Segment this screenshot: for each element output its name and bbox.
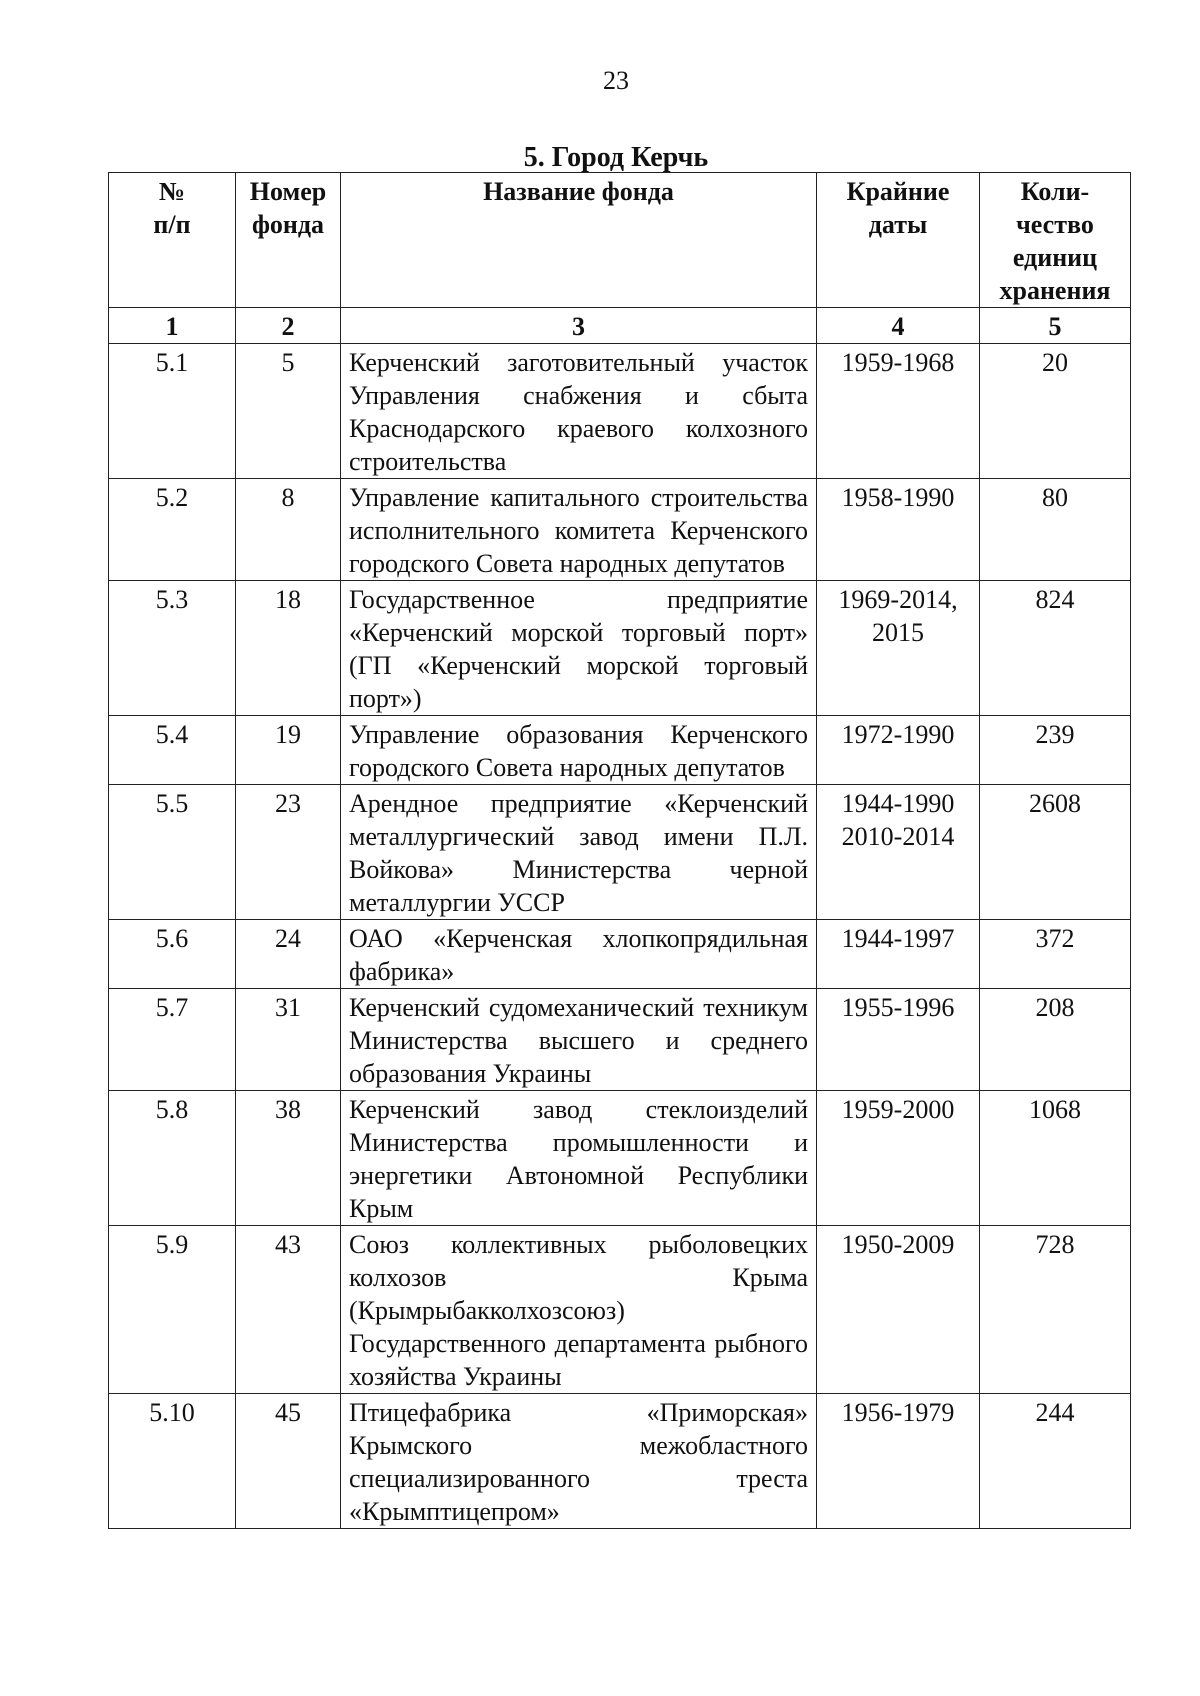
units-cell: 244 <box>980 1394 1131 1529</box>
header-fond-name <box>341 173 817 308</box>
fond-name-cell: Управление капитального строительства исполнительного комитета Керченского городского Совета народных депутатов <box>341 479 817 581</box>
dates-line: 1955-1996 <box>841 993 955 1022</box>
table-row <box>109 1394 1131 1529</box>
fond-name-cell: ОАО «Керченская хлопкопрядильная фабрика» <box>341 920 817 989</box>
dates-cell <box>817 1394 980 1529</box>
fond-number-cell: 38 <box>236 1091 341 1226</box>
row-number-cell: 5.8 <box>109 1091 236 1226</box>
fond-number-cell: 19 <box>236 716 341 785</box>
header-dates-line: Крайние <box>846 177 950 206</box>
column-number: 2 <box>236 308 341 344</box>
dates-cell <box>817 1226 980 1394</box>
column-number: 5 <box>980 308 1131 344</box>
fond-name-cell: Арендное предприятие «Керченский металлургический завод имени П.Л. Войкова» Министерства черной металлургии УССР <box>341 785 817 920</box>
dates-line: 1959-1968 <box>841 348 955 377</box>
fond-name-cell: Управление образования Керченского городского Совета народных депутатов <box>341 716 817 785</box>
row-number-cell: 5.3 <box>109 581 236 716</box>
dates-line: 1944-1997 <box>841 924 955 953</box>
fond-name-cell: Керченский заготовительный участок Управления снабжения и сбыта Краснодарского краевого колхозного строительства <box>341 344 817 479</box>
units-cell: 20 <box>980 344 1131 479</box>
fond-name-cell: Керченский судомеханический техникум Министерства высшего и среднего образования Украины <box>341 989 817 1091</box>
units-cell: 80 <box>980 479 1131 581</box>
fond-number-cell: 45 <box>236 1394 341 1529</box>
fond-number-cell: 43 <box>236 1226 341 1394</box>
header-row <box>109 173 1131 308</box>
fonds-table <box>108 172 1131 1529</box>
dates-line: 1969-2014, <box>838 585 958 614</box>
dates-cell <box>817 344 980 479</box>
header-dates <box>817 173 980 308</box>
units-cell: 824 <box>980 581 1131 716</box>
row-number-cell: 5.5 <box>109 785 236 920</box>
header-units-line: единиц <box>1012 243 1098 272</box>
table-row <box>109 920 1131 989</box>
section-title: 5. Город Керчь <box>523 142 709 173</box>
dates-line: 2010-2014 <box>841 822 955 851</box>
table-row <box>109 785 1131 920</box>
units-cell: 1068 <box>980 1091 1131 1226</box>
units-cell: 2608 <box>980 785 1131 920</box>
table-row <box>109 581 1131 716</box>
fond-number-cell: 23 <box>236 785 341 920</box>
header-fond-number-line: Номер <box>249 177 327 206</box>
units-cell: 372 <box>980 920 1131 989</box>
fond-number-cell: 31 <box>236 989 341 1091</box>
column-number: 3 <box>341 308 817 344</box>
row-number-cell: 5.4 <box>109 716 236 785</box>
row-number-cell: 5.2 <box>109 479 236 581</box>
fond-name-cell: Государственное предприятие «Керченский морской торговый порт» (ГП «Керченский морской торговый порт») <box>341 581 817 716</box>
header-num-line: № <box>158 177 186 206</box>
table-row <box>109 989 1131 1091</box>
dates-cell <box>817 479 980 581</box>
header-units <box>980 173 1131 308</box>
header-units-line: хранения <box>999 276 1111 305</box>
dates-line: 1959-2000 <box>841 1095 955 1124</box>
table-row <box>109 479 1131 581</box>
dates-cell <box>817 581 980 716</box>
dates-line: 1950-2009 <box>841 1230 955 1259</box>
units-cell: 239 <box>980 716 1131 785</box>
table-row <box>109 716 1131 785</box>
table-row <box>109 1091 1131 1226</box>
dates-line: 1972-1990 <box>841 720 955 749</box>
table-body <box>109 344 1131 1529</box>
fond-name-cell: Птицефабрика «Приморская» Крымского межобластного специализированного треста «Крымптицепром» <box>341 1394 817 1529</box>
fond-number-cell: 18 <box>236 581 341 716</box>
row-number-cell: 5.6 <box>109 920 236 989</box>
header-units-line: Коли- <box>1020 177 1090 206</box>
dates-cell <box>817 989 980 1091</box>
table-header <box>109 173 1131 344</box>
column-number: 1 <box>109 308 236 344</box>
dates-cell <box>817 920 980 989</box>
units-cell: 208 <box>980 989 1131 1091</box>
dates-cell <box>817 716 980 785</box>
row-number-cell: 5.1 <box>109 344 236 479</box>
header-fond-number-line: фонда <box>251 210 325 239</box>
page-number: 23 <box>603 66 629 95</box>
header-fond-number <box>236 173 341 308</box>
header-units-line: чество <box>1016 210 1094 239</box>
fond-number-cell: 8 <box>236 479 341 581</box>
fond-number-cell: 24 <box>236 920 341 989</box>
dates-line: 2015 <box>872 618 924 647</box>
header-num-line: п/п <box>153 210 191 239</box>
table-row <box>109 1226 1131 1394</box>
fond-name-cell: Союз коллективных рыболовецких колхозов Крыма (Крымрыбакколхозсоюз) Государственного департамента рыбного хозяйства Украины <box>341 1226 817 1394</box>
units-cell: 728 <box>980 1226 1131 1394</box>
column-number-row <box>109 308 1131 344</box>
header-num <box>109 173 236 308</box>
fond-name-cell: Керченский завод стеклоизделий Министерства промышленности и энергетики Автономной Республики Крым <box>341 1091 817 1226</box>
column-number: 4 <box>817 308 980 344</box>
row-number-cell: 5.7 <box>109 989 236 1091</box>
row-number-cell: 5.9 <box>109 1226 236 1394</box>
header-dates-line: даты <box>868 210 928 239</box>
dates-line: 1944-1990 <box>841 789 955 818</box>
dates-cell <box>817 1091 980 1226</box>
dates-line: 1958-1990 <box>841 483 955 512</box>
row-number-cell: 5.10 <box>109 1394 236 1529</box>
table-row <box>109 344 1131 479</box>
dates-line: 1956-1979 <box>841 1398 955 1427</box>
dates-cell <box>817 785 980 920</box>
header-fond-name-line: Название фонда <box>483 177 674 206</box>
fond-number-cell: 5 <box>236 344 341 479</box>
